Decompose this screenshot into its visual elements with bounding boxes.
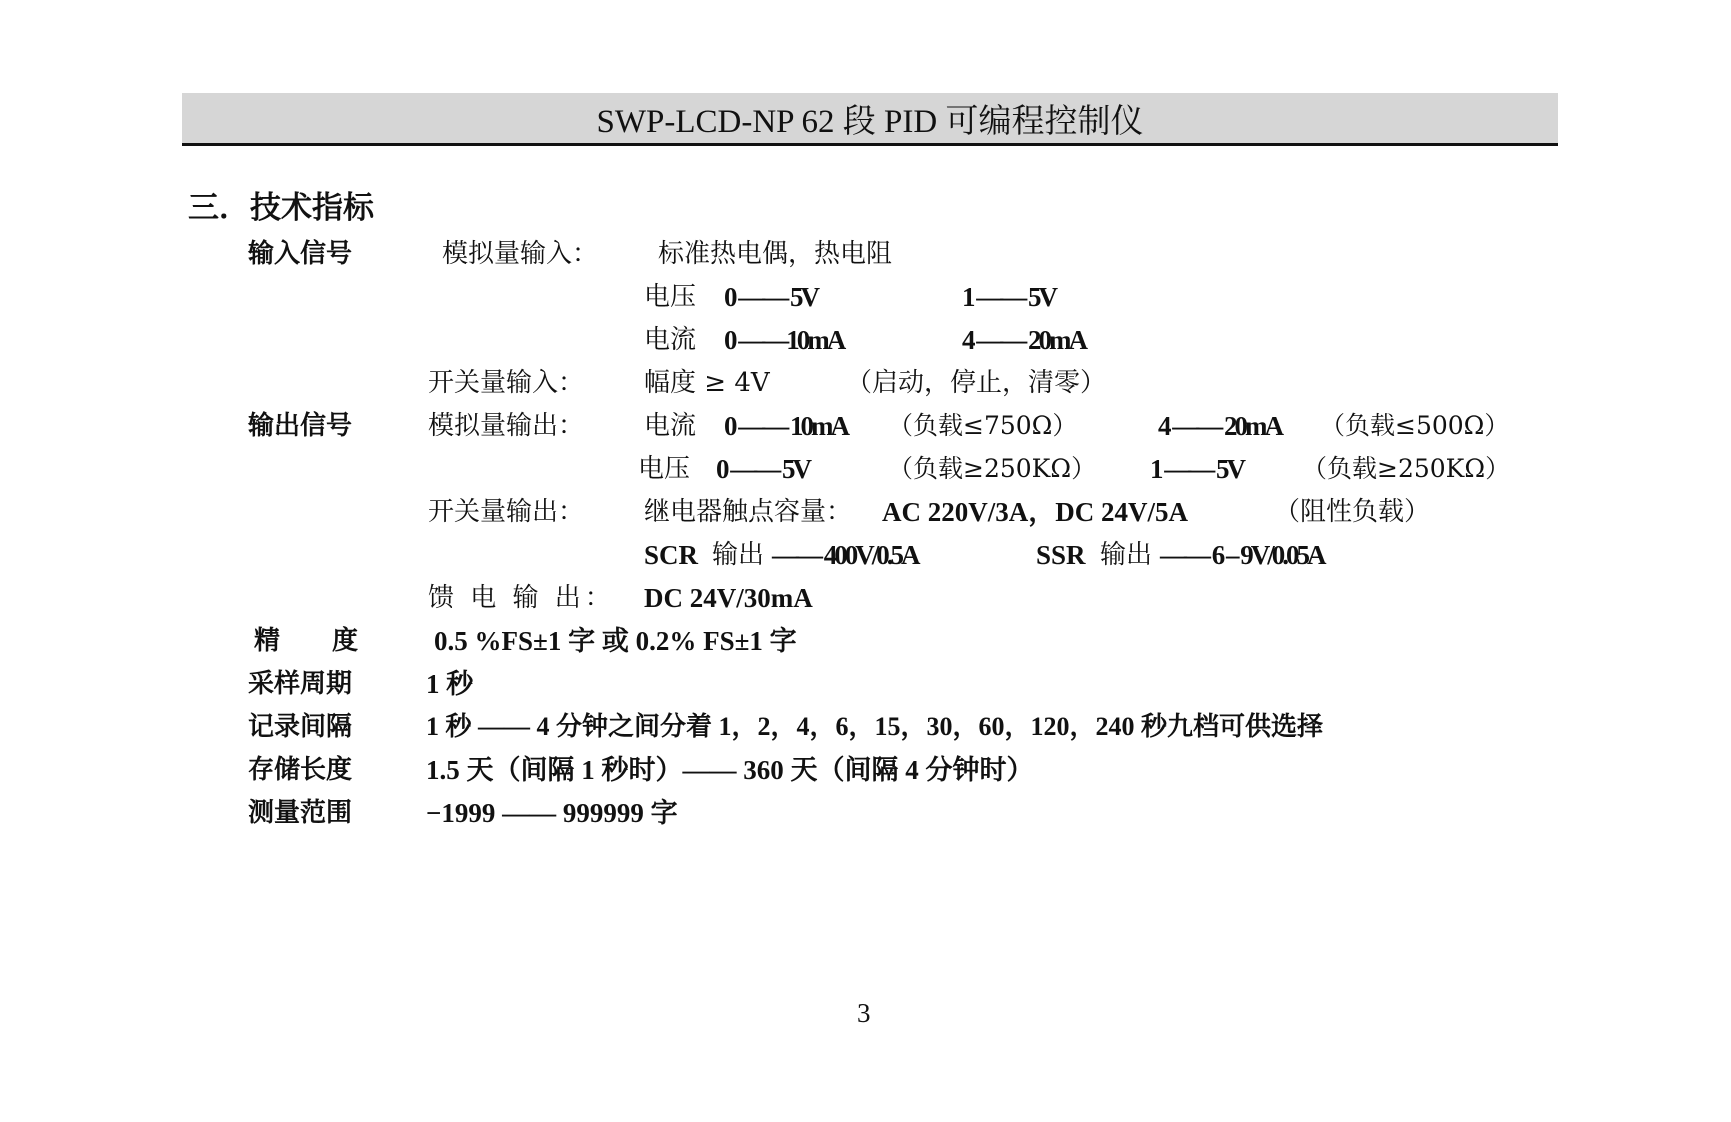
scr-output-label: 输出 [712,540,765,570]
input-voltage-label: 电压 [644,282,697,312]
analog-input-label: 模拟量输入： [442,239,599,269]
feed-output-label: 馈 电 输 出： [428,583,615,613]
output-voltage-range-1: 0 —— 5V [716,454,809,484]
ssr-output-value: —— 6 – 9V/0.05A [1160,540,1324,570]
switch-input-label: 开关量输入： [428,368,585,398]
relay-load-note: （阻性负载） [1274,497,1431,527]
scr-output-value: —— 400V/0.5A [772,540,918,570]
output-voltage-load-1: （负载≥250KΩ） [888,454,1097,483]
measure-range-value: −1999 —— 999999 字 [426,798,678,828]
section-title: 三．技术指标 [188,190,374,226]
relay-capacity-value: AC 220V/3A，DC 24V/5A [882,497,1188,527]
relay-capacity-label: 继电器触点容量： [644,497,853,527]
output-signal-label: 输出信号 [248,411,353,441]
accuracy-value: 0.5 %FS±1 字 或 0.2% FS±1 字 [434,626,797,656]
output-voltage-label: 电压 [638,454,691,484]
input-signal-label: 输入信号 [248,239,353,269]
input-current-range-2: 4 —— 20mA [962,325,1085,355]
scr-prefix: SCR [644,540,699,570]
output-current-range-2: 4 —— 20mA [1158,411,1281,441]
switch-input-note: （启动，停止，清零） [846,368,1107,398]
ssr-output-label: 输出 [1100,540,1153,570]
sampling-value: 1 秒 [426,669,474,699]
page-number: 3 [857,998,871,1028]
storage-length-value: 1.5 天（间隔 1 秒时）—— 360 天（间隔 4 分钟时） [426,755,1034,785]
input-voltage-range-2: 1 —— 5V [962,282,1055,312]
record-interval-value: 1 秒 —— 4 分钟之间分着 1，2，4，6，15，30，60，120，240 秒九档可供选择 [426,712,1324,741]
measure-range-label: 测量范围 [248,798,353,828]
input-voltage-range-1: 0 —— 5V [724,282,817,312]
output-current-label: 电流 [644,411,697,441]
ssr-prefix: SSR [1036,540,1086,570]
document-header [182,93,1558,146]
output-voltage-load-2: （负载≥250KΩ） [1302,454,1511,483]
sampling-label: 采样周期 [248,669,353,699]
analog-output-label: 模拟量输出： [428,411,585,441]
document-title: SWP-LCD-NP 62 段 PID 可编程控制仪 [596,103,1144,140]
analog-input-types: 标准热电偶，热电阻 [658,239,893,269]
record-interval-label: 记录间隔 [248,712,353,742]
storage-length-label: 存储长度 [248,755,353,785]
input-current-range-1: 0 ——10mA [724,325,844,355]
output-current-load-1: （负载≤750Ω） [888,411,1078,440]
accuracy-label: 精 度 [254,626,359,656]
output-voltage-range-2: 1 —— 5V [1150,454,1243,484]
switch-input-amplitude: 幅度 ≥ 4V [644,368,770,398]
feed-output-value: DC 24V/30mA [644,583,813,613]
output-current-load-2: （负载≤500Ω） [1320,411,1510,440]
switch-output-label: 开关量输出： [428,497,585,527]
output-current-range-1: 0 —— 10mA [724,411,847,441]
input-current-label: 电流 [644,325,697,355]
